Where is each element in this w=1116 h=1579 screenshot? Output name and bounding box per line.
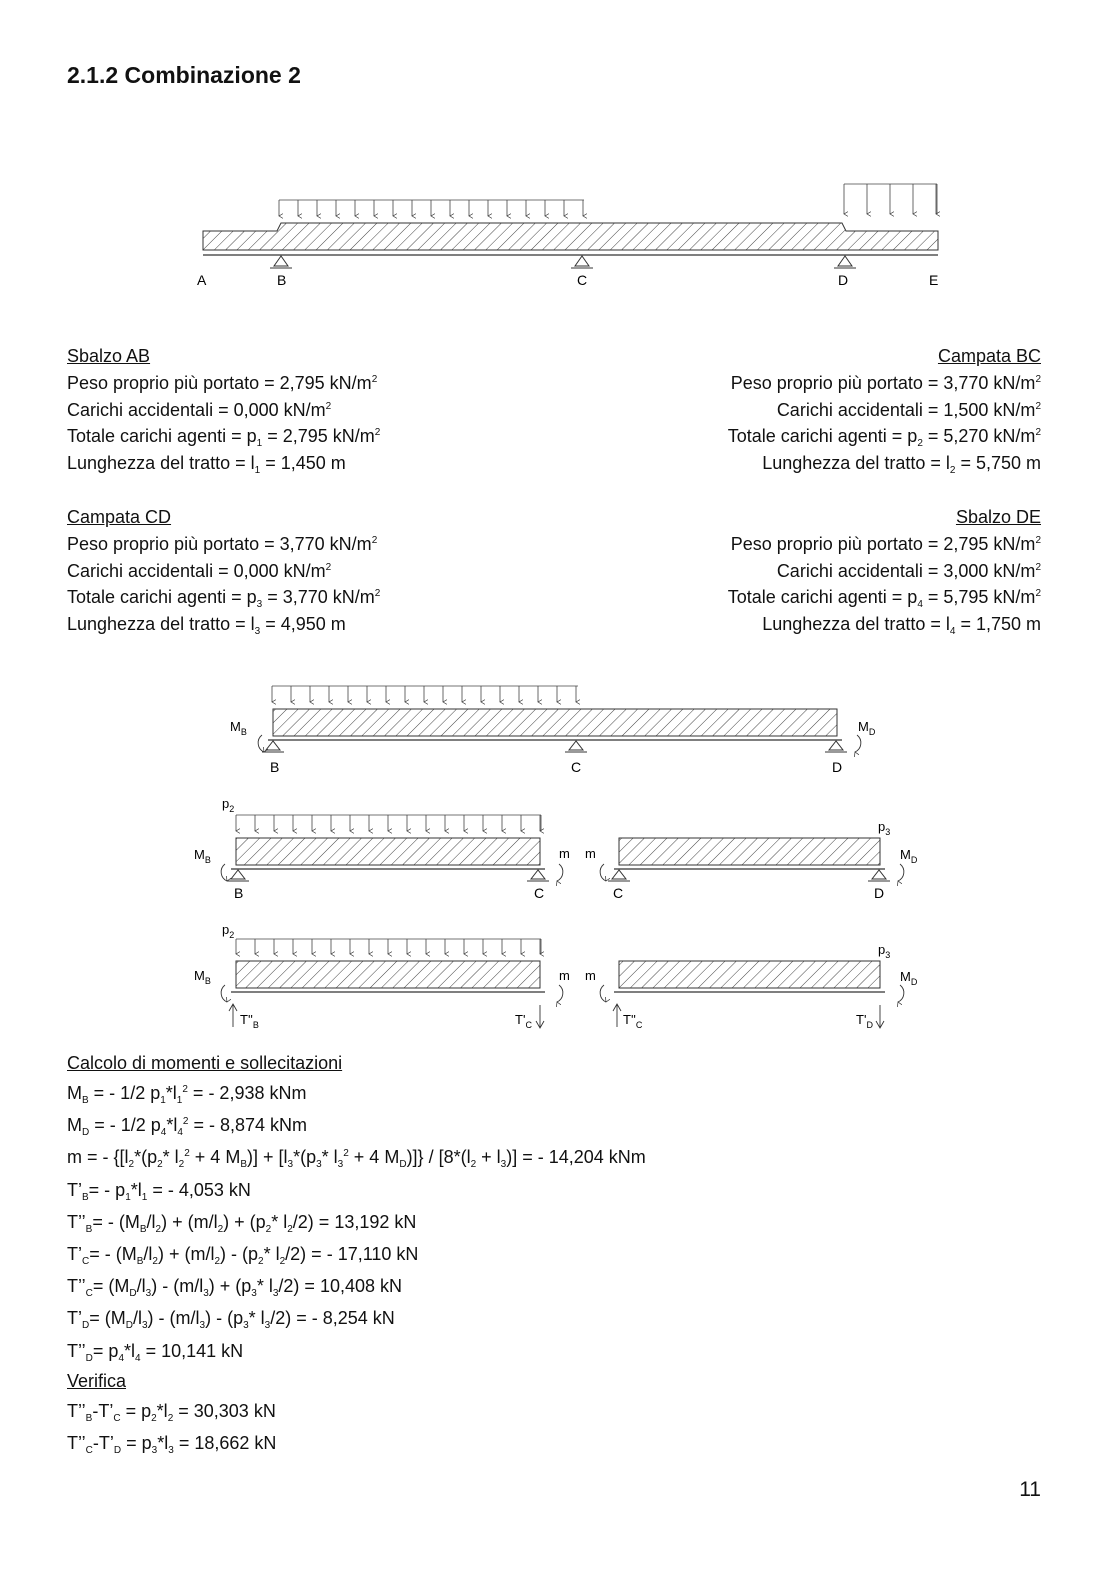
beam-section — [203, 223, 938, 250]
section-heading: 2.1.2 Combinazione 2 — [67, 62, 301, 88]
total-load-line: Totale carichi agenti = $p_4 = 5,795$ $kN/m^2$ — [727, 587, 1041, 611]
label-a: A — [197, 272, 207, 288]
live-load-line: Carichi accidentali = 1,500 $kN/m^2$ — [776, 399, 1041, 420]
section-title: Sbalzo DE — [955, 507, 1041, 527]
separated-spans-diagram — [194, 796, 918, 901]
formula-tpc: $T’_C= - (M_B/l_2) + (m/l_2) - (p_2*$ $l_2/2$) = - 17,110 kN — [67, 1244, 419, 1268]
section-title: Campata BC — [937, 346, 1041, 366]
formula-tppd: $T’’_D= p_4*l_4 = 10,141$ kN — [67, 1340, 244, 1364]
svg-text:T''C: $T''_C$ — [623, 1012, 643, 1030]
section-title: Campata CD — [67, 507, 172, 527]
label-c: C — [577, 272, 588, 288]
moment-d-arrow — [855, 735, 861, 752]
verifica-2: $T’’_C-T’_D = p_3*l_3 = 18,662$ kN — [67, 1433, 277, 1457]
label-d: D — [832, 759, 843, 775]
svg-text:p2: $p_2$ — [222, 922, 235, 940]
page-number: 11 — [1019, 1478, 1041, 1501]
support-d — [834, 256, 856, 268]
label-md: $M_D$ — [858, 719, 876, 737]
svg-text:MB: $M_B$ — [194, 968, 211, 986]
load-bd — [272, 686, 578, 702]
live-load-line: Carichi accidentali = 3,000 $kN/m^2$ — [776, 560, 1041, 581]
support-b — [270, 256, 292, 268]
total-load-line: Totale carichi agenti = $p_3 = 3,770$ $kN/m^2$ — [67, 587, 381, 611]
total-load-line: Totale carichi agenti = $p_2 = 5,270$ $kN/m^2$ — [727, 426, 1041, 450]
label-d: D — [838, 272, 849, 288]
label-p2: $p_2$ — [222, 796, 235, 814]
dead-load-line: Peso proprio più portato = 2,795 $kN/m^2$ — [67, 372, 378, 393]
calc-title: Calcolo di momenti e sollecitazioni — [67, 1053, 343, 1073]
svg-text:m: m — [585, 846, 596, 861]
label-b: B — [270, 759, 280, 775]
section-campata-cd — [67, 504, 380, 638]
formula-tpd: $T’_D= (M_D/l_3) - (m/l_3) - (p_3*$ $l_3/2$) = - 8,254 kN — [67, 1308, 395, 1332]
label-b: B — [277, 272, 287, 288]
length-line: Lunghezza del tratto = $l_4 = 1,750$ m — [762, 614, 1041, 638]
label-mb: $M_B$ — [230, 719, 247, 737]
live-load-line: Carichi accidentali = 0,000 $kN/m^2$ — [67, 560, 332, 581]
load-bc — [279, 200, 584, 216]
live-load-line: Carichi accidentali = 0,000 $kN/m^2$ — [67, 399, 332, 420]
formula-tppc: $T’’_C= (M_D/l_3) - (m/l_3) + (p_3*$ $l_3/2) = 10,408$ kN — [67, 1276, 403, 1300]
svg-text:p3: $p_3$ — [878, 942, 891, 960]
formula-tppb: $T’’_B= - (M_B/l_2) + (m/l_2) + (p_2*$ $l_2/2) = 13,192$ kN — [67, 1211, 417, 1235]
formula-tpb: $T’_B= - p_1*l_1$ = - 4,053 kN — [67, 1179, 251, 1203]
label-c: C — [571, 759, 582, 775]
continuous-beam-diagram — [197, 184, 938, 288]
formula-m: m = - {[$l_2*(p_2*$ $l_2^2 + 4$ $M_B)] + [l_3*(p_3*$ $l_3^2 + 4$ $M_D)]\} / [8*(l_2 + l_3)]$ = - 14,204 kNm — [67, 1147, 646, 1171]
dead-load-line: Peso proprio più portato = 2,795 $kN/m^2$ — [730, 533, 1041, 554]
calculations-block — [67, 1049, 646, 1459]
length-line: Lunghezza del tratto = $l_1 = 1,450$ m — [67, 453, 346, 477]
section-title: Sbalzo AB — [67, 346, 151, 366]
section-campata-bc — [728, 343, 1041, 477]
length-line: Lunghezza del tratto = $l_2 = 5,750$ m — [762, 453, 1041, 477]
formula-md: $M_D$ = - 1/2 $p_4*l_4^2$ = - 8,874 kNm — [67, 1115, 308, 1139]
svg-text:MD: $M_D$ — [900, 847, 918, 865]
svg-text:D: D — [874, 885, 885, 901]
svg-text:m: m — [585, 968, 596, 983]
length-line: Lunghezza del tratto = $l_3 = 4,950$ m — [67, 614, 346, 638]
svg-text:MD: $M_D$ — [900, 969, 918, 987]
label-e: E — [929, 272, 939, 288]
load-de — [844, 184, 937, 214]
dead-load-line: Peso proprio più portato = 3,770 $kN/m^2$ — [67, 533, 378, 554]
svg-text:MB: $M_B$ — [194, 847, 211, 865]
svg-text:B: B — [234, 885, 244, 901]
dead-load-line: Peso proprio più portato = 3,770 $kN/m^2$ — [730, 372, 1041, 393]
svg-text:C: C — [534, 885, 545, 901]
section-sbalzo-ab — [67, 343, 380, 477]
svg-text:T''B: $T''_B$ — [240, 1012, 259, 1030]
svg-text:T'D: $T'_D$ — [856, 1012, 873, 1030]
svg-text:C: C — [613, 885, 624, 901]
two-span-beam-diagram — [230, 686, 876, 775]
verifica-title: Verifica — [67, 1370, 127, 1391]
verifica-1: $T’’_B-T’_C = p_2*l_2 = 30,303$ kN — [67, 1400, 276, 1424]
svg-text:m: m — [559, 846, 570, 861]
svg-text:m: m — [559, 968, 570, 983]
reactions-diagram — [194, 922, 918, 1030]
moment-b-arrow — [258, 735, 264, 752]
beam-section — [273, 709, 837, 736]
support-c — [571, 256, 593, 268]
formula-mb: $M_B$ = - 1/2 $p_1*l_1^2$ = - 2,938 kNm — [67, 1083, 307, 1106]
total-load-line: Totale carichi agenti = $p_1 = 2,795$ $kN/m^2$ — [67, 426, 381, 450]
section-sbalzo-de — [728, 504, 1041, 638]
svg-text:T'C: $T'_C$ — [515, 1012, 532, 1030]
svg-text:p3: $p_3$ — [878, 819, 891, 837]
